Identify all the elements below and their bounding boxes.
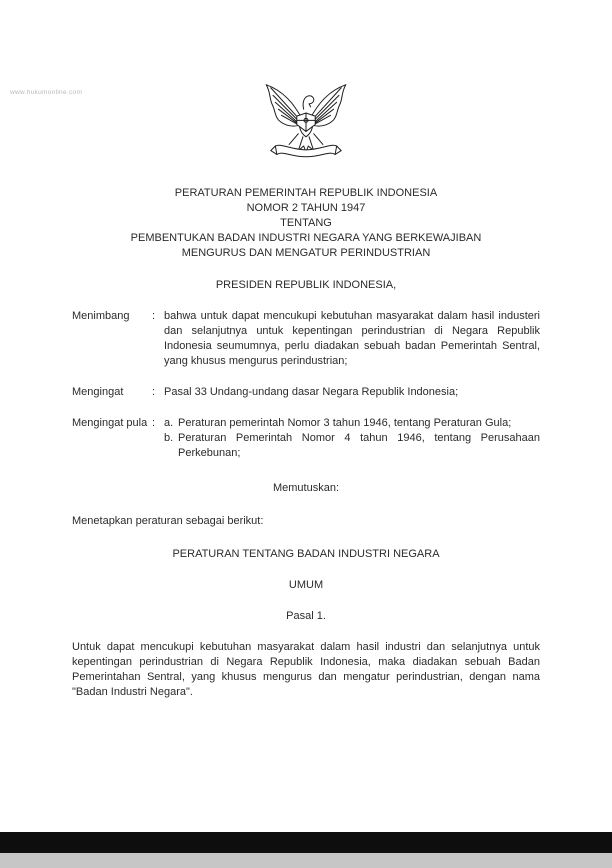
title-line-3: TENTANG [280, 217, 332, 229]
sub-item-marker: a. [164, 417, 174, 429]
clause-colon: : [152, 417, 156, 429]
article-heading: Pasal 1. [286, 610, 326, 622]
sub-item-b [164, 431, 540, 461]
sub-item-text: Peraturan pemerintah Nomor 3 tahun 1946, tentang Peraturan Gula; [178, 417, 512, 429]
watermark-url: www.hukumonline.com [10, 89, 83, 96]
clause-sublist [164, 416, 540, 461]
memutuskan-heading: Memutuskan: [272, 482, 340, 494]
regulation-section-title: PERATURAN TENTANG BADAN INDUSTRI NEGARA [172, 548, 440, 560]
title-line-4: PEMBENTUKAN BADAN INDUSTRI NEGARA YANG BERKEWAJIBAN [130, 232, 482, 244]
title-line-2: NOMOR 2 TAHUN 1947 [246, 202, 366, 214]
clause-colon: : [152, 386, 156, 398]
document-title-block [72, 186, 540, 261]
chapter-heading: UMUM [288, 579, 324, 591]
document-page [0, 76, 612, 700]
garuda-pancasila-emblem [260, 76, 352, 170]
clause-label: Mengingat pula [72, 417, 148, 429]
clause-menimbang [72, 309, 540, 369]
title-line-5: MENGURUS DAN MENGATUR PERINDUSTRIAN [181, 247, 431, 259]
scan-artifact-gray-strip [0, 853, 612, 868]
clause-text: bahwa untuk dapat mencukupi kebutuhan masyarakat dalam hasil industeri dan selanjutnya untuk kepentingan perindustrian di Negara Republik Indonesia seumumnya, perlu diadakan sebuah badan Pemerintah Sentral, yang khusus mengurus perindustrian; [164, 310, 540, 367]
clause-text: Pasal 33 Undang-undang dasar Negara Republik Indonesia; [164, 386, 459, 398]
title-line-1: PERATURAN PEMERINTAH REPUBLIK INDONESIA [174, 187, 438, 199]
sub-item-text: Peraturan Pemerintah Nomor 4 tahun 1946, tentang Perusahaan Perkebunan; [178, 432, 540, 459]
clause-mengingat [72, 385, 540, 400]
clause-label: Mengingat [72, 386, 124, 398]
scan-artifact-black-bar [0, 832, 612, 853]
clause-label: Menimbang [72, 310, 130, 322]
clause-mengingat-pula [72, 416, 540, 461]
sub-item-marker: b. [164, 432, 174, 444]
presiden-heading: PRESIDEN REPUBLIK INDONESIA, [215, 279, 397, 291]
menetapkan-line: Menetapkan peraturan sebagai berikut: [72, 515, 264, 527]
sub-item-a [164, 416, 540, 431]
article-body-paragraph: Untuk dapat mencukupi kebutuhan masyarakat dalam hasil industri dan selanjutnya untuk kepentingan perindustrian di Negara Republik Indonesia, maka diadakan sebuah Badan Pemerintahan Sentral, yang khusus mengurus dan mengatur perindustrian, dengan nama "Badan Industri Negara". [72, 641, 540, 698]
clause-colon: : [152, 310, 156, 322]
